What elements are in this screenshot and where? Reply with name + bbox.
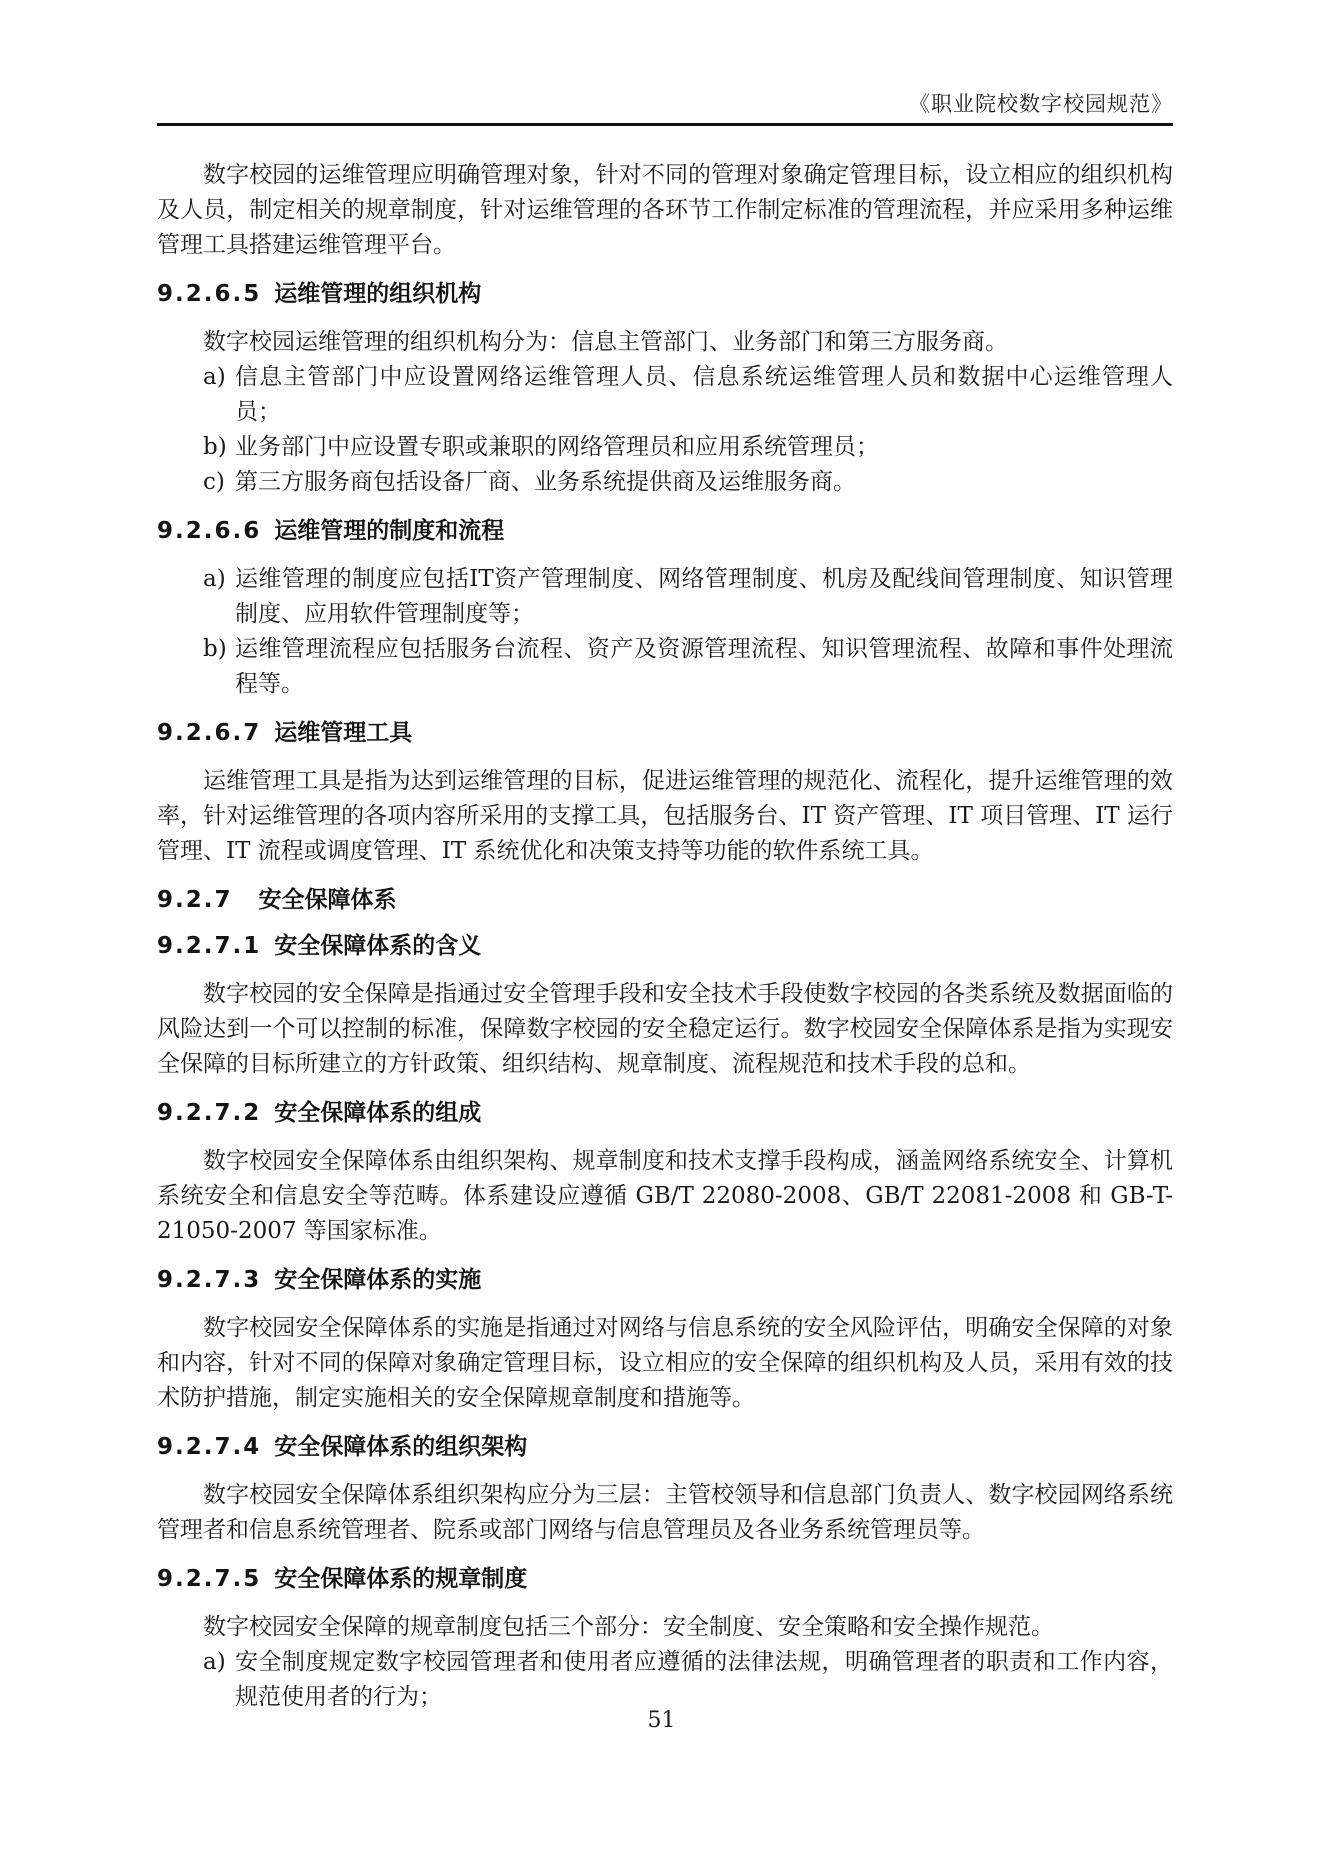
- list-item-text: 运维管理的制度应包括IT资产管理制度、网络管理制度、机房及配线间管理制度、知识管理制度、应用软件管理制度等；: [235, 566, 1173, 627]
- heading-number: 9.2.6.6: [157, 518, 262, 544]
- header-title: 《职业院校数字校园规范》: [909, 92, 1173, 116]
- section-heading: [157, 931, 1173, 961]
- list-item-label: b): [203, 636, 227, 662]
- heading-title: 安全保障体系的组成: [274, 1100, 482, 1126]
- heading-number: 9.2.7.2: [157, 1100, 262, 1126]
- list-item-label: a): [203, 566, 226, 592]
- heading-title: 安全保障体系的实施: [274, 1267, 482, 1293]
- paragraph: 数字校园运维管理的组织机构分为：信息主管部门、业务部门和第三方服务商。: [203, 329, 1008, 355]
- paragraph: 数字校园的运维管理应明确管理对象，针对不同的管理对象确定管理目标，设立相应的组织机构及人员，制定相关的规章制度，针对运维管理的各环节工作制定标准的管理流程，并应采用多种运维管理工具搭建运维管理平台。: [157, 162, 1173, 258]
- heading-number: 9.2.7: [157, 887, 233, 913]
- running-header: [157, 0, 1173, 126]
- heading-number: 9.2.6.5: [157, 281, 262, 307]
- list-item-text: 信息主管部门中应设置网络运维管理人员、信息系统运维管理人员和数据中心运维管理人员；: [235, 364, 1173, 425]
- list-item: [157, 430, 1173, 465]
- heading-title: 运维管理的组织机构: [274, 281, 482, 307]
- paragraph: 数字校园安全保障体系由组织架构、规章制度和技术支撑手段构成，涵盖网络系统安全、计算机系统安全和信息安全等范畴。体系建设应遵循 GB/T 22080-2008、GB/T 22081-2008 和 GB-T-21050-2007 等国家标准。: [157, 1148, 1173, 1244]
- section-heading: [157, 1564, 1173, 1594]
- section-heading: [157, 1265, 1173, 1295]
- list-item-label: b): [203, 434, 227, 460]
- list-item: [157, 632, 1173, 702]
- section-heading: [157, 885, 1173, 915]
- paragraph: 数字校园安全保障体系的实施是指通过对网络与信息系统的安全风险评估，明确安全保障的对象和内容，针对不同的保障对象确定管理目标，设立相应的安全保障的组织机构及人员，采用有效的技术防护措施，制定实施相关的安全保障规章制度和措施等。: [157, 1315, 1173, 1411]
- heading-number: 9.2.7.3: [157, 1267, 262, 1293]
- heading-title: 安全保障体系的含义: [274, 933, 482, 959]
- list-item: [157, 562, 1173, 632]
- list-item: [157, 1645, 1173, 1715]
- list-item-text: 安全制度规定数字校园管理者和使用者应遵循的法律法规，明确管理者的职责和工作内容，规范使用者的行为；: [235, 1649, 1173, 1710]
- section-heading: [157, 1432, 1173, 1462]
- list-item-label: a): [203, 1649, 226, 1675]
- heading-title: 运维管理的制度和流程: [274, 518, 505, 544]
- heading-number: 9.2.7.5: [157, 1566, 262, 1592]
- section-heading: [157, 1098, 1173, 1128]
- list-item: [157, 360, 1173, 430]
- heading-title: 运维管理工具: [274, 720, 413, 746]
- list-item-label: c): [203, 469, 225, 495]
- section-heading: [157, 718, 1173, 748]
- list-item: [157, 465, 1173, 500]
- heading-title: 安全保障体系的规章制度: [274, 1566, 528, 1592]
- heading-number: 9.2.7.1: [157, 933, 262, 959]
- section-heading: [157, 279, 1173, 309]
- page-number: 51: [647, 1708, 676, 1733]
- paragraph: 数字校园安全保障体系组织架构应分为三层：主管校领导和信息部门负责人、数字校园网络系统管理者和信息系统管理者、院系或部门网络与信息管理员及各业务系统管理员等。: [157, 1482, 1173, 1543]
- document-body: [157, 121, 1173, 1715]
- heading-title: 安全保障体系的组织架构: [274, 1434, 528, 1460]
- list-item-text: 业务部门中应设置专职或兼职的网络管理员和应用系统管理员；: [235, 434, 879, 460]
- list-item-text: 第三方服务商包括设备厂商、业务系统提供商及运维服务商。: [235, 469, 856, 495]
- paragraph: 数字校园安全保障的规章制度包括三个部分：安全制度、安全策略和安全操作规范。: [203, 1614, 1054, 1640]
- heading-number: 9.2.7.4: [157, 1434, 262, 1460]
- heading-number: 9.2.6.7: [157, 720, 262, 746]
- paragraph: 数字校园的安全保障是指通过安全管理手段和安全技术手段使数字校园的各类系统及数据面临的风险达到一个可以控制的标准，保障数字校园的安全稳定运行。数字校园安全保障体系是指为实现安全保障的目标所建立的方针政策、组织结构、规章制度、流程规范和技术手段的总和。: [157, 981, 1173, 1077]
- paragraph: 运维管理工具是指为达到运维管理的目标，促进运维管理的规范化、流程化，提升运维管理的效率，针对运维管理的各项内容所采用的支撑工具，包括服务台、IT 资产管理、IT 项目管理、IT 运行管理、IT 流程或调度管理、IT 系统优化和决策支持等功能的软件系统工具。: [157, 768, 1173, 864]
- list-item-label: a): [203, 364, 226, 390]
- list-item-text: 运维管理流程应包括服务台流程、资产及资源管理流程、知识管理流程、故障和事件处理流程等。: [235, 636, 1173, 697]
- section-heading: [157, 516, 1173, 546]
- heading-title: 安全保障体系: [258, 887, 397, 913]
